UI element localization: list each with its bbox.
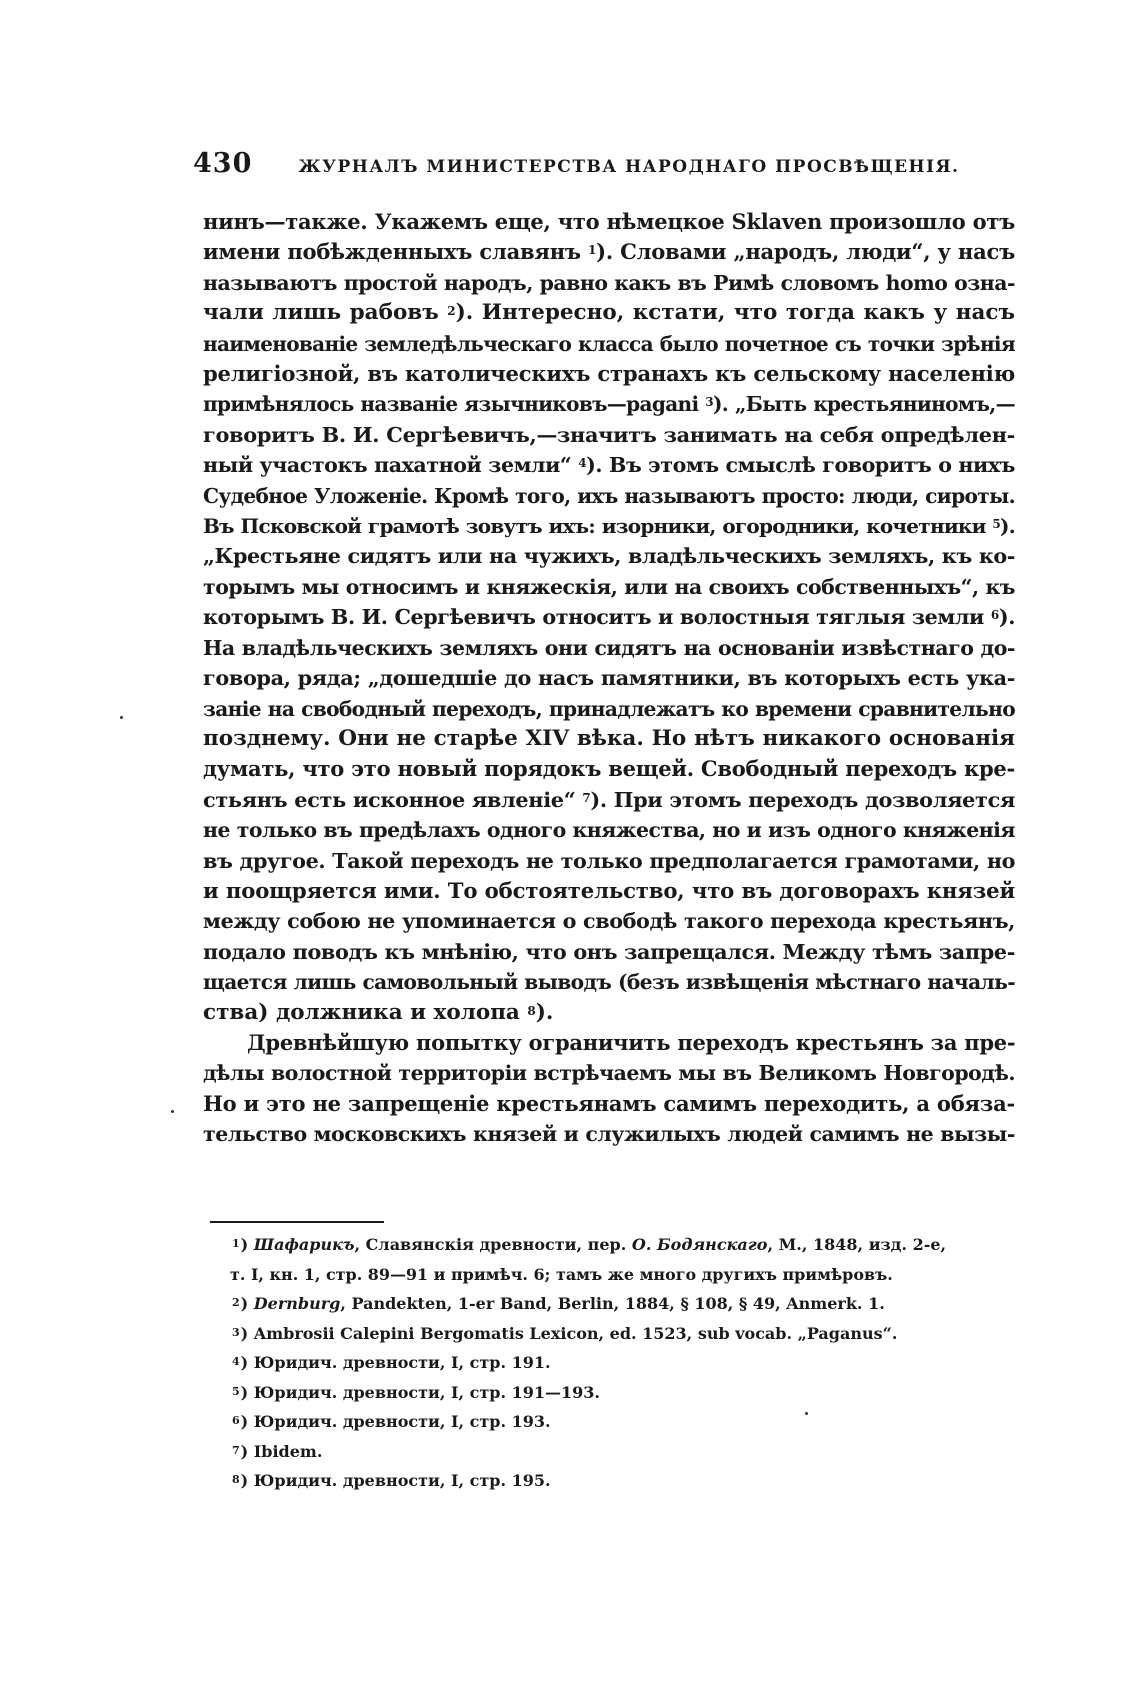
footnote-ref[interactable]: 1 (587, 243, 597, 258)
text-line: имени побѣжденныхъ славянъ $^1$). Словами „народъ, люди“, у насъ (203, 239, 1016, 265)
main-text (203, 207, 1015, 1150)
text-line: Въ Псковской грамотѣ зовутъ ихъ: изорники, огородники, кочетники $^5$). (203, 514, 1015, 539)
footnote: $^6$) Юридич. древности, I, стр. 193. (232, 1412, 551, 1431)
text-line: въ другое. Такой переходъ не только предполагается грамотами, но (203, 848, 1015, 873)
footnote-author: Dernburg (253, 1294, 341, 1313)
print-speck (120, 716, 123, 719)
footnote-mark: 5 (232, 1384, 240, 1398)
text-line: чали лишь рабовъ $^2$). Интересно, кстати, что тогда какъ у насъ (203, 300, 1015, 326)
footnotes (232, 1230, 1012, 1496)
footnote-ref[interactable]: 5 (992, 517, 1001, 532)
footnote: $^8$) Юридич. древности, I, стр. 195. (232, 1471, 551, 1490)
footnote-mark: 3 (232, 1325, 240, 1339)
print-speck (805, 1412, 808, 1415)
text-line: щается лишь самовольный выводъ (безъ извѣщенія мѣстнаго началь- (203, 970, 1015, 995)
footnote-separator (210, 1221, 384, 1223)
text-line: называютъ простой народъ, равно какъ въ Римѣ словомъ homo озна- (203, 270, 1015, 295)
text-line: Судебное Уложеніе. Кромѣ того, ихъ называютъ просто: люди, сироты. (203, 483, 1015, 508)
text-line: дѣлы волостной территоріи встрѣчаемъ мы въ Великомъ Новгородѣ. (203, 1061, 1015, 1086)
text-line: говоритъ В. И. Сергѣевичъ,—значитъ занимать на себя опредѣлен- (203, 421, 1015, 447)
text-line: которымъ В. И. Сергѣевичъ относитъ и волостныя тяглыя земли $^6$). (203, 605, 1015, 630)
footnote: $^3$) Ambrosii Calepini Bergomatis Lexicon, ed. 1523, sub vocab. „Paganus“. (232, 1323, 898, 1343)
footnote-ref[interactable]: 6 (990, 608, 999, 623)
text-line: не только въ предѣлахъ одного княжества, но и изъ одного княженія (203, 818, 1015, 843)
footnote-mark: 6 (232, 1414, 240, 1427)
footnote-mark: 1 (232, 1237, 240, 1250)
footnote-mark: 8 (232, 1473, 240, 1486)
footnote: т. I, кн. 1, стр. 89—91 и примѣч. 6; тамъ же много другихъ примѣровъ. (230, 1264, 893, 1284)
running-title: ЖУРНАЛЪ МИНИСТЕРСТВА НАРОДНАГО ПРОСВѢЩЕНІЯ. (298, 157, 960, 177)
footnote-ref[interactable]: 2 (447, 304, 456, 319)
text-line: позднему. Они не старѣе XIV вѣка. Но нѣтъ никакого основанія (203, 725, 1015, 751)
text-line: Но и это не запрещеніе крестьянамъ самимъ переходить, а обяза- (203, 1090, 1015, 1116)
footnote-mark: 2 (232, 1296, 240, 1309)
footnote: $^1$) Шафарикъ, Славянскія древности, пер. О. Бодянскаго, М., 1848, изд. 2-е, (232, 1235, 947, 1254)
footnote-ref[interactable]: 7 (582, 790, 591, 805)
footnote-mark: 4 (232, 1355, 240, 1368)
footnote: $^5$) Юридич. древности, I, стр. 191—193. (232, 1382, 600, 1402)
footnote-ref[interactable]: 4 (578, 456, 587, 471)
footnote-ref[interactable]: 3 (705, 395, 713, 410)
text-line: торымъ мы относимъ и княжескія, или на своихъ собственныхъ“, къ (203, 574, 1015, 599)
text-line: наименованіе земледѣльческаго класса было почетное съ точки зрѣнія (203, 331, 1015, 356)
text-line: стьянъ есть исконное явленіе“ $^7$). При этомъ переходъ дозволяется (203, 786, 1016, 812)
text-line: думать, что это новый порядокъ вещей. Свободный переходъ кре- (203, 756, 1015, 782)
text-line: примѣнялось названіе язычниковъ—pagani $^3$). „Быть крестьяниномъ,— (203, 392, 1015, 417)
text-line: заніе на свободный переходъ, принадлежатъ ко времени сравнительно (203, 696, 1015, 721)
page-header (193, 148, 960, 179)
footnote: $^2$) Dernburg, Pandekten, 1-er Band, Berlin, 1884, § 108, § 49, Anmerk. 1. (232, 1294, 885, 1313)
text-line: ный участокъ пахатной земли“ $^4$). Въ этомъ смыслѣ говоритъ о нихъ (203, 453, 1015, 478)
text-line: между собою не упоминается о свободѣ такого перехода крестьянъ, (203, 909, 1015, 934)
text-line: нинъ—также. Укажемъ еще, что нѣмецкое Sklaven произошло отъ (203, 209, 1015, 234)
text-line: тельство московскихъ князей и служилыхъ людей самимъ не вызы- (203, 1122, 1015, 1147)
text-line: подало поводъ къ мнѣнію, что онъ запрещался. Между тѣмъ запре- (203, 939, 1015, 964)
footnote-author: Шафарикъ (253, 1235, 355, 1254)
text-line: ства) должника и холопа $^8$). (203, 999, 554, 1025)
text-line: говора, ряда; „дошедшіе до насъ памятники, въ которыхъ есть ука- (203, 665, 1015, 691)
text-line: Древнѣйшую попытку ограничить переходъ крестьянъ за пре- (247, 1029, 1016, 1055)
footnote: $^4$) Юридич. древности, I, стр. 191. (232, 1353, 551, 1372)
footnote-mark: 7 (232, 1443, 240, 1457)
text-line: На владѣльческихъ земляхъ они сидятъ на основаніи извѣстнаго до- (203, 635, 1015, 660)
text-line: и поощряется ими. То обстоятельство, что въ договорахъ князей (203, 877, 1015, 903)
page-number: 430 (193, 148, 253, 179)
text-line: „Крестьяне сидятъ или на чужихъ, владѣльческихъ земляхъ, къ ко- (203, 544, 1015, 569)
print-speck (171, 1110, 174, 1113)
footnote-author: О. Бодянскаго (631, 1235, 768, 1254)
footnote-ref[interactable]: 8 (527, 1003, 536, 1018)
footnote: $^7$) Ibidem. (232, 1441, 323, 1461)
text-line: религіозной, въ католическихъ странахъ къ сельскому населенію (203, 361, 1015, 387)
